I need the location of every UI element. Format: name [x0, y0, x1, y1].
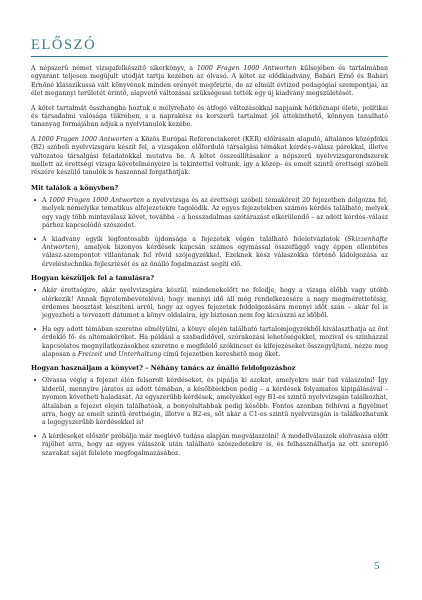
intro-paragraph-3: A 1000 Fragen 1000 Antworten a Közös Európai Referenciakeret (KER) előírásain alapuló, általános középfokú (B2) szóbeli nyelvvizsgára készít fel, a vizsgákon előforduló társalgási témákat kérdés–válasz párokkal, illetve változatos társalgási feladatokkal mutatva be. A kötet összeállításakor a népszerű nyelvvizsgarendszerek mellett az érettségi vizsga követelményeire is tekintettel voltunk, így a közép- és emelt szintű érettségi szóbeli részére készülő tanulók is haszonnal forgathatják.	[31, 135, 388, 177]
section-heading-usage: Hogyan használjam a könyvet? – Néhány tanács az önálló feldolgozáshoz	[31, 364, 296, 373]
section-heading-contents: Mit találok a könyvben?	[31, 183, 119, 192]
bullet-icon: •	[33, 377, 38, 386]
bullet-icon: •	[33, 287, 38, 296]
section-list-contents	[31, 197, 388, 269]
bullet-icon: •	[33, 432, 38, 441]
list-item: • A 1000 Fragen 1000 Antworten a nyelvvizsga és az érettségi szóbeli témaköreit 20 fejezetben dolgozza fel, melyek némelyike tematikus alfejezetekre tagolódik. Az egyes fejezetekben számos kérdés található, melyek egy vagy több mintaválasz követ, továbbá – a hosszadalmas szótárazást elkerülendő – az adott kérdés–válasz párhoz kapcsolódó szószedet.	[33, 196, 388, 230]
list-item: • A kiadvány egyik legfontosabb újdonsága a fejezetek végén található feleletvázlatok (Skizzenhafte Antworten), amelyek bizonyos kérdések kapcsán számos egymással összefüggő vagy éppen ellentétes válasz-szempontot villantanak fel rövid szójegyzékkel. Ezeknek kész válaszokká történő kidolgozása az érveléstechnika fejlesztését és az önálló fogalmazást segíti elő.	[33, 235, 388, 268]
list-item: • A kérdéseket először próbálja már meglévő tudása alapján megválaszolni! A modellválaszok elolvasása előtt rájöhet arra, hogy az egyes válaszok után található szószedetekre is, és felhasználhatja az ott szereplő szavakat saját felelete megfogalmazásához.	[33, 432, 388, 457]
page-content	[31, 65, 388, 463]
intro-paragraph-1: A népszerű német vizsgafelkészítő sikerkönyv, a 1000 Fragen 1000 Antworten külsejében és tartalmában egyaránt teljesen megújult utódját tartja kezében az olvasó. A kötet az elődkiadvány, Babári Ernő és Babári Ernőné klasszikussá vált könyvének minden erényét megőrizte, de az elmúlt évtized pedagógiai szempontjai, az élet megannyi területét érintő, alapvető változásai szükségessé tették egy új kiadvány megszületését.	[31, 65, 388, 98]
bullet-icon: •	[33, 325, 38, 334]
list-item: • Akár érettségire, akár nyelvvizsgára készül, mindenekelőtt ne feledje, hogy a vizsga előbb vagy utóbb elérkezik! Annak figyelembevételével, hogy mennyi idő áll még rendelkezésére a nagy megmérettetésig, érdemes beosztást készíteni arról, hogy az egyes fejezetek feldolgozására mennyi időt szán – akár fel is jegyezheti a tervezett dátumot a könyv oldalaira, így biztosan nem fog kicsúszni az időből.	[33, 287, 388, 320]
list-item: • Olvassa végig a fejezet élén felsorolt kérdéseket, és pipálja ki azokat, amelyekre már tud válaszolni! Így kiderül, mennyire járatos az adott témában, a későbbiekben pedig – a kérdések folyamatos kipipálásával – nyomon követheti haladását. Az egyszerűbb kérdések, amelyekkel egy B1-es szintű nyelvvizsgán találkozhat, általában a fejezet elején találhatóak, a bonyolultabbak pedig később. Fontos azonban felhívni a figyelmet arra, hogy az emelt szintű érettségin, illetve a B2-es, sőt akár a C1-es szintű nyelvvizsgán is találkozhatunk a legegyszerűbb kérdésekkel is!	[33, 377, 388, 427]
section-list-usage	[31, 377, 388, 458]
page-heading: ELŐSZÓ	[31, 37, 97, 53]
heading-rule	[31, 56, 388, 57]
bullet-icon: •	[33, 196, 38, 205]
page-number: 5	[374, 560, 380, 572]
intro-paragraph-2: A kötet tartalmát összhangba hoztuk e mélyreható és átfogó változásokkal napjaink hétköznapi élete, politikai és társadalmi valósága tükrében, s a naprakész és korszerű tartalmat jól áttekinthető, könnyen tanulható tananyag formájában adjuk a nyelvtanulók kezébe.	[31, 104, 388, 129]
section-list-preparation	[31, 287, 388, 359]
list-item: • Ha egy adott témában szeretne elmélyülni, a könyv elején található tartalomjegyzékből kiválaszthatja az önt érdeklő fő- és altémaköröket. Ha például a szabadidővel, szórakozási lehetőségekkel, mozival és színházzal kapcsolatos megnyilatkozásokhoz szeretne e megfelelő szókincset és kifejezéseket összegyűjteni, nézze meg alaposan a Freizeit und Unterhaltung című fejezetben kereshető meg őket.	[33, 325, 388, 358]
section-heading-preparation: Hogyan készüljek fel a tanulásra?	[31, 274, 155, 283]
bullet-icon: •	[33, 235, 38, 244]
